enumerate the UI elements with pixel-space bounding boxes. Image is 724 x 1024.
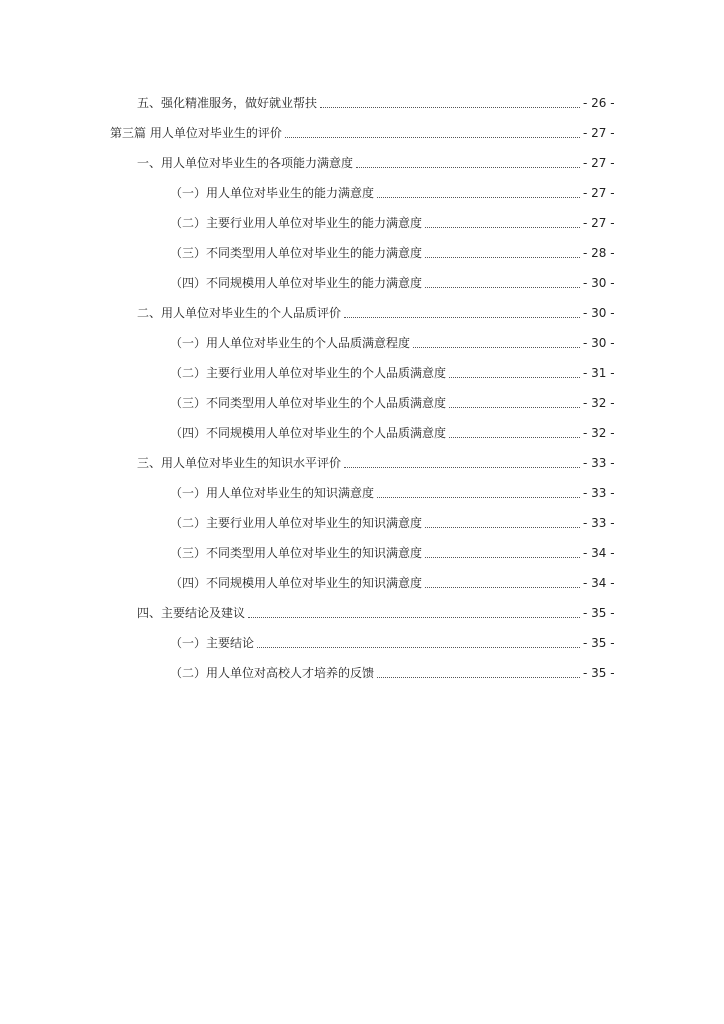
toc-entry-title: 第三篇 用人单位对毕业生的评价: [110, 126, 282, 140]
toc-entry-title: （二）主要行业用人单位对毕业生的知识满意度: [170, 516, 423, 530]
toc-page-number: - 35 -: [583, 636, 615, 650]
toc-dot-leader: [320, 106, 580, 108]
toc-dot-leader: [425, 526, 580, 528]
toc-entry-title: 五、强化精准服务，做好就业帮扶: [137, 96, 318, 110]
toc-page-number: - 32 -: [583, 426, 615, 440]
toc-dot-leader: [377, 496, 580, 498]
toc-entry[interactable]: [0, 658, 724, 688]
toc-entry-title: （二）用人单位对高校人才培养的反馈: [170, 666, 375, 680]
toc-entry[interactable]: [0, 568, 724, 598]
toc-dot-leader: [285, 136, 580, 138]
toc-entry-title: （三）不同类型用人单位对毕业生的知识满意度: [170, 546, 423, 560]
toc-entry-title: （一）用人单位对毕业生的知识满意度: [170, 486, 375, 500]
toc-dot-leader: [413, 346, 580, 348]
toc-entry[interactable]: [0, 148, 724, 178]
toc-dot-leader: [344, 466, 580, 468]
toc-page-number: - 27 -: [583, 126, 615, 140]
toc-page-number: - 32 -: [583, 396, 615, 410]
toc-page-number: - 33 -: [583, 486, 615, 500]
toc-dot-leader: [425, 586, 580, 588]
toc-entry-title: （三）不同类型用人单位对毕业生的能力满意度: [170, 246, 423, 260]
toc-page-number: - 30 -: [583, 276, 615, 290]
toc-entry[interactable]: [0, 238, 724, 268]
toc-page-number: - 26 -: [583, 96, 615, 110]
toc-dot-leader: [248, 616, 580, 618]
toc-entry[interactable]: [0, 208, 724, 238]
toc-dot-leader: [425, 286, 580, 288]
table-of-contents: [0, 88, 724, 688]
toc-entry[interactable]: [0, 298, 724, 328]
toc-entry-title: （二）主要行业用人单位对毕业生的个人品质满意度: [170, 366, 447, 380]
toc-entry[interactable]: [0, 358, 724, 388]
toc-dot-leader: [425, 556, 580, 558]
toc-entry-title: （一）主要结论: [170, 636, 255, 650]
toc-page-number: - 33 -: [583, 456, 615, 470]
toc-entry-title: （一）用人单位对毕业生的个人品质满意程度: [170, 336, 411, 350]
toc-entry[interactable]: [0, 598, 724, 628]
toc-entry-title: 三、用人单位对毕业生的知识水平评价: [137, 456, 342, 470]
toc-entry-title: 二、用人单位对毕业生的个人品质评价: [137, 306, 342, 320]
toc-dot-leader: [425, 226, 580, 228]
toc-page-number: - 34 -: [583, 576, 615, 590]
toc-entry[interactable]: [0, 88, 724, 118]
toc-entry-title: 四、主要结论及建议: [137, 606, 246, 620]
toc-page-number: - 34 -: [583, 546, 615, 560]
toc-page-number: - 27 -: [583, 186, 615, 200]
toc-page-number: - 30 -: [583, 306, 615, 320]
toc-entry-title: （二）主要行业用人单位对毕业生的能力满意度: [170, 216, 423, 230]
toc-entry-title: （一）用人单位对毕业生的能力满意度: [170, 186, 375, 200]
toc-entry[interactable]: [0, 508, 724, 538]
toc-entry[interactable]: [0, 418, 724, 448]
toc-dot-leader: [377, 196, 580, 198]
toc-entry-title: （四）不同规模用人单位对毕业生的知识满意度: [170, 576, 423, 590]
toc-page-number: - 33 -: [583, 516, 615, 530]
toc-page-number: - 30 -: [583, 336, 615, 350]
toc-dot-leader: [449, 376, 580, 378]
toc-entry[interactable]: [0, 328, 724, 358]
toc-entry-title: （四）不同规模用人单位对毕业生的个人品质满意度: [170, 426, 447, 440]
toc-dot-leader: [449, 406, 580, 408]
toc-page-number: - 27 -: [583, 216, 615, 230]
toc-dot-leader: [257, 646, 580, 648]
toc-entry[interactable]: [0, 268, 724, 298]
toc-dot-leader: [449, 436, 580, 438]
toc-entry[interactable]: [0, 118, 724, 148]
toc-page-number: - 28 -: [583, 246, 615, 260]
toc-entry-title: （四）不同规模用人单位对毕业生的能力满意度: [170, 276, 423, 290]
toc-dot-leader: [425, 256, 580, 258]
toc-dot-leader: [356, 166, 580, 168]
toc-page-number: - 35 -: [583, 606, 615, 620]
toc-dot-leader: [344, 316, 580, 318]
toc-entry[interactable]: [0, 388, 724, 418]
toc-entry[interactable]: [0, 178, 724, 208]
toc-page-number: - 27 -: [583, 156, 615, 170]
toc-page-number: - 31 -: [583, 366, 615, 380]
toc-entry-title: 一、用人单位对毕业生的各项能力满意度: [137, 156, 354, 170]
toc-page-number: - 35 -: [583, 666, 615, 680]
toc-entry[interactable]: [0, 448, 724, 478]
toc-dot-leader: [377, 676, 580, 678]
toc-entry[interactable]: [0, 628, 724, 658]
toc-entry[interactable]: [0, 478, 724, 508]
toc-entry[interactable]: [0, 538, 724, 568]
toc-entry-title: （三）不同类型用人单位对毕业生的个人品质满意度: [170, 396, 447, 410]
